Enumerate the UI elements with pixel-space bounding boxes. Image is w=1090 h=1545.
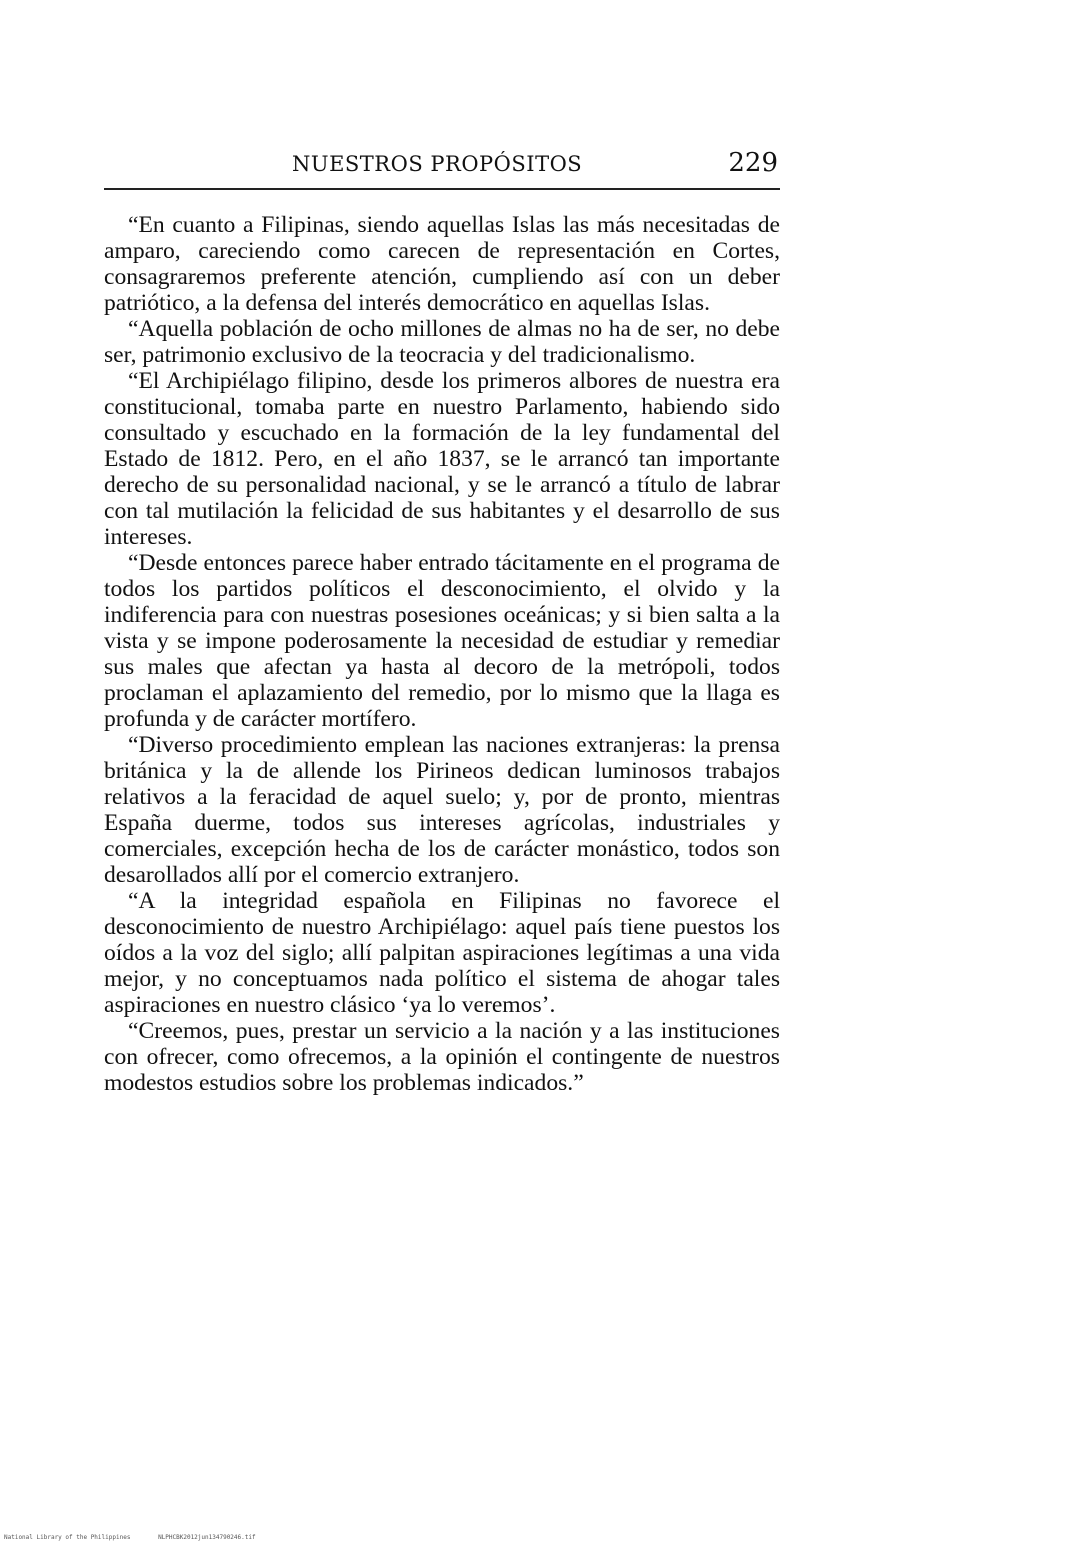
paragraph: “A la integridad española en Filipinas no favorece el desconocimiento de nuestro Archipiélago: aquel país tiene puestos los oídos a la voz del siglo; allí palpitan aspiraciones legítimas a una vida mejor, y no conceptuamos nada político el sistema de ahogar tales aspiraciones en nuestro clásico ‘ya lo veremos’.: [104, 888, 780, 1018]
paragraph: “El Archipiélago filipino, desde los primeros albores de nuestra era constitucional, tomaba parte en nuestro Parlamento, habiendo sido consultado y escuchado en la formación de la ley fundamental del Estado de 1812. Pero, en el año 1837, se le arrancó tan importante derecho de su personalidad nacional, y se le arrancó a título de labrar con tal mutilación la felicidad de sus habitantes y el desarrollo de sus intereses.: [104, 368, 780, 550]
body-text: [104, 212, 780, 1096]
running-title: NUESTROS PROPÓSITOS: [292, 152, 583, 176]
paragraph: “Creemos, pues, prestar un servicio a la nación y a las instituciones con ofrecer, como ofrecemos, a la opinión el contingente de nuestros modestos estudios sobre los problemas indicados.”: [104, 1018, 780, 1096]
paragraph: “Desde entonces parece haber entrado tácitamente en el programa de todos los partidos políticos el desconocimiento, el olvido y la indiferencia para con nuestras posesiones oceánicas; y si bien salta a la vista y se impone poderosamente la necesidad de estudiar y remediar sus males que afectan ya hasta al decoro de la metrópoli, todos proclaman el aplazamiento del remedio, por lo mismo que la llaga es profunda y de carácter mortífero.: [104, 550, 780, 732]
scan-filename: NLPHCBK2012jun134790246.tif: [158, 1534, 256, 1541]
page-header: [104, 148, 780, 190]
paragraph: “Diverso procedimiento emplean las naciones extranjeras: la prensa británica y la de allende los Pirineos dedican luminosos trabajos relativos a la feracidad de aquel suelo; y, por de pronto, mientras España duerme, todos sus intereses agrícolas, industriales y comerciales, excepción hecha de los de carácter monástico, todos son desarollados allí por el comercio extranjero.: [104, 732, 780, 888]
page-number: 229: [728, 148, 778, 178]
paragraph: “Aquella población de ocho millones de almas no ha de ser, no debe ser, patrimonio exclusivo de la teocracia y del tradicionalismo.: [104, 316, 780, 368]
paragraph: “En cuanto a Filipinas, siendo aquellas Islas las más necesitadas de amparo, careciendo como carecen de representación en Cortes, consagraremos preferente atención, cumpliendo así con un deber patriótico, a la defensa del interés democrático en aquellas Islas.: [104, 212, 780, 316]
scan-footer: [4, 1534, 280, 1541]
library-credit: National Library of the Philippines: [4, 1534, 131, 1541]
